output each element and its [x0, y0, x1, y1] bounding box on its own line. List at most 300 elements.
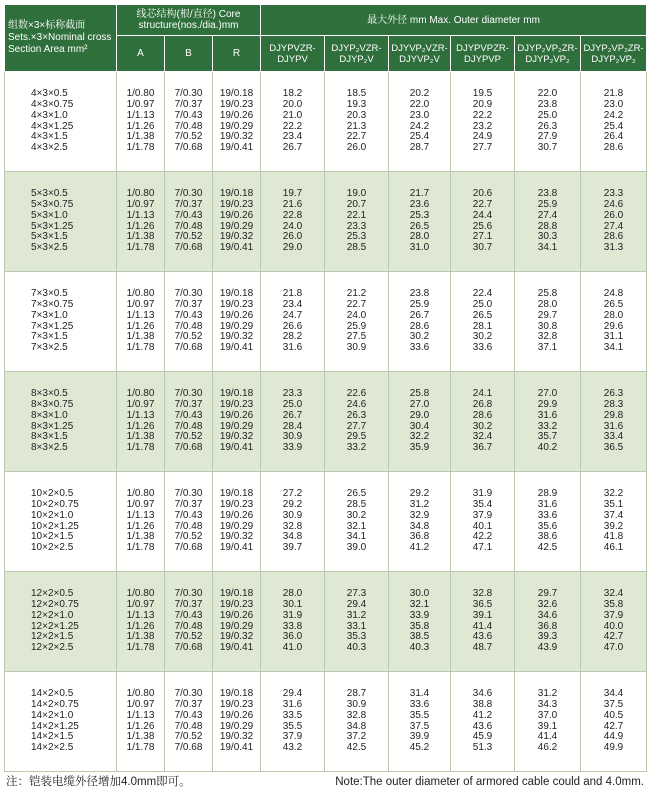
- cell-line: 14×2×2.5: [31, 741, 74, 753]
- cell-line: 22.7: [472, 199, 493, 211]
- cell-line: 23.0: [603, 99, 624, 111]
- cell-line: 20.0: [282, 99, 303, 111]
- outer-diameter-header: [261, 5, 647, 36]
- diameter-3-cell: [389, 572, 451, 672]
- cell-line: 25.9: [537, 199, 558, 211]
- cell-line: 24.0: [282, 220, 303, 232]
- cell-line: 33.1: [346, 620, 367, 632]
- cell-line: 7/0.37: [174, 399, 203, 411]
- cell-line: 33.6: [409, 699, 430, 711]
- cell-line: 34.6: [472, 688, 493, 700]
- cell-line: 30.4: [409, 420, 430, 432]
- core-a-cell: [117, 672, 165, 772]
- cell-line: 1/1.38: [126, 631, 155, 643]
- cell-line: 22.8: [282, 209, 303, 221]
- cell-line: 1/1.26: [126, 720, 155, 732]
- diameter-5-cell: [515, 572, 581, 672]
- cell-line: 8×3×2.5: [31, 441, 68, 453]
- cell-line: 45.2: [409, 741, 430, 753]
- table-header: [5, 5, 647, 72]
- cell-line: 47.1: [472, 541, 493, 553]
- cell-line: 36.7: [472, 441, 493, 453]
- cell-line: 24.7: [282, 309, 303, 321]
- cell-line: 22.2: [282, 120, 303, 132]
- cell-line: 26.0: [282, 231, 303, 243]
- cell-line: 27.3: [346, 588, 367, 600]
- cell-line: 7/0.43: [174, 409, 203, 421]
- cell-line: 42.5: [346, 741, 367, 753]
- cell-line: 7/0.30: [174, 588, 203, 600]
- cell-line: 30.3: [537, 231, 558, 243]
- cell-line: 37.9: [472, 509, 493, 521]
- cell-line: 24.1: [472, 388, 493, 400]
- cell-line: 28.0: [409, 231, 430, 243]
- cell-line: 35.9: [409, 441, 430, 453]
- cell-line: 8×3×0.5: [31, 388, 68, 400]
- cell-line: 19/0.23: [219, 699, 254, 711]
- cell-line: 7/0.52: [174, 431, 203, 443]
- cell-line: 7/0.68: [174, 241, 203, 253]
- cell-line: 19/0.41: [219, 641, 254, 653]
- cell-line: 4×3×1.25: [31, 120, 74, 132]
- cell-line: 27.1: [472, 231, 493, 243]
- cell-line: 7/0.48: [174, 620, 203, 632]
- cell-line: 28.1: [472, 320, 493, 332]
- cell-line: 1/1.78: [126, 741, 155, 753]
- cell-line: 43.2: [282, 741, 303, 753]
- cell-line: 36.5: [472, 599, 493, 611]
- cell-line: 20.3: [346, 109, 367, 121]
- cell-line: 26.3: [603, 388, 624, 400]
- cell-line: 28.5: [346, 499, 367, 511]
- cell-line: 7/0.37: [174, 699, 203, 711]
- cell-line: 7/0.43: [174, 609, 203, 621]
- cell-line: 20.2: [409, 88, 430, 100]
- cell-line: 35.4: [472, 499, 493, 511]
- spec-cell: [5, 572, 117, 672]
- cell-line: 1/0.80: [126, 388, 155, 400]
- cell-line: 1/1.13: [126, 709, 155, 721]
- cell-line: 21.8: [282, 288, 303, 300]
- cell-line: 32.9: [409, 509, 430, 521]
- cell-line: 21.3: [346, 120, 367, 132]
- cell-line: 26.5: [603, 299, 624, 311]
- cell-line: 26.6: [282, 320, 303, 332]
- cell-line: 19/0.32: [219, 531, 254, 543]
- cell-line: 29.0: [409, 409, 430, 421]
- cell-line: 7/0.68: [174, 441, 203, 453]
- cell-line: 14×2×0.75: [31, 699, 79, 711]
- cell-line: 24.8: [603, 288, 624, 300]
- spec-header-cn: 组数×3×标称截面: [8, 20, 86, 31]
- cell-line: 38.5: [409, 631, 430, 643]
- dia-col-4: DJYPVPZR-DJYPVP: [451, 36, 515, 72]
- table-row: [5, 572, 647, 672]
- cell-line: 24.2: [409, 120, 430, 132]
- cell-line: 43.6: [472, 720, 493, 732]
- cell-line: 5×3×1.5: [31, 231, 68, 243]
- cell-line: 22.0: [409, 99, 430, 111]
- cell-line: 7/0.52: [174, 631, 203, 643]
- dia-col-1: DJYPVZR-DJYPV: [261, 36, 325, 72]
- cell-line: 39.1: [472, 609, 493, 621]
- cell-line: 41.0: [282, 641, 303, 653]
- cell-line: 1/1.26: [126, 120, 155, 132]
- cell-line: 4×3×1.5: [31, 131, 68, 143]
- diameter-1-cell: [261, 472, 325, 572]
- dia-col-3: DJYVP₂VZR-DJYVP₂V: [389, 36, 451, 72]
- cell-line: 31.0: [409, 241, 430, 253]
- cell-line: 7/0.37: [174, 299, 203, 311]
- cell-line: 38.6: [537, 531, 558, 543]
- cell-line: 7/0.52: [174, 531, 203, 543]
- cell-line: 23.3: [282, 388, 303, 400]
- cell-line: 19/0.23: [219, 99, 254, 111]
- cell-line: 35.7: [537, 431, 558, 443]
- cell-line: 34.8: [282, 531, 303, 543]
- cell-line: 27.7: [472, 141, 493, 153]
- cell-line: 22.1: [346, 209, 367, 221]
- spec-column-header: [5, 5, 117, 72]
- diameter-header-en: Max. Outer diameter mm: [429, 14, 540, 26]
- cell-line: 33.4: [603, 431, 624, 443]
- cell-line: 28.0: [537, 299, 558, 311]
- core-b-cell: [165, 672, 213, 772]
- cell-line: 1/0.97: [126, 299, 155, 311]
- dia-col-2: DJYP₂VZR-DJYP₂V: [325, 36, 389, 72]
- cell-line: 1/0.80: [126, 188, 155, 200]
- cell-line: 35.8: [603, 599, 624, 611]
- cell-line: 29.4: [282, 688, 303, 700]
- diameter-1-cell: [261, 272, 325, 372]
- cell-line: 1/0.97: [126, 99, 155, 111]
- core-col-b: B: [165, 36, 213, 72]
- cell-line: 7/0.52: [174, 731, 203, 743]
- cell-line: 37.5: [409, 720, 430, 732]
- diameter-3-cell: [389, 172, 451, 272]
- cell-line: 20.9: [472, 99, 493, 111]
- cell-line: 7×3×0.75: [31, 299, 74, 311]
- core-structure-header: [117, 5, 261, 36]
- cell-line: 19/0.32: [219, 431, 254, 443]
- cell-line: 1/1.13: [126, 409, 155, 421]
- cell-line: 1/0.80: [126, 488, 155, 500]
- cell-line: 42.2: [472, 531, 493, 543]
- cell-line: 1/1.38: [126, 131, 155, 143]
- cell-line: 19/0.26: [219, 409, 254, 421]
- cell-line: 26.8: [472, 399, 493, 411]
- cell-line: 10×2×0.5: [31, 488, 74, 500]
- cell-line: 25.3: [346, 231, 367, 243]
- cell-line: 40.3: [346, 641, 367, 653]
- diameter-4-cell: [451, 372, 515, 472]
- diameter-2-cell: [325, 572, 389, 672]
- diameter-2-cell: [325, 172, 389, 272]
- cell-line: 19/0.18: [219, 388, 254, 400]
- cell-line: 26.5: [472, 309, 493, 321]
- cell-line: 33.9: [409, 609, 430, 621]
- diameter-6-cell: [581, 672, 647, 772]
- cell-line: 29.6: [603, 320, 624, 332]
- cell-line: 10×2×2.5: [31, 541, 74, 553]
- core-r-cell: [213, 72, 261, 172]
- cell-line: 24.0: [346, 309, 367, 321]
- core-b-cell: [165, 72, 213, 172]
- cell-line: 1/0.80: [126, 588, 155, 600]
- cell-line: 35.3: [346, 631, 367, 643]
- cell-line: 28.8: [537, 220, 558, 232]
- cell-line: 25.8: [409, 388, 430, 400]
- core-r-cell: [213, 172, 261, 272]
- cell-line: 29.2: [409, 488, 430, 500]
- diameter-1-cell: [261, 372, 325, 472]
- cell-line: 19/0.23: [219, 199, 254, 211]
- cell-line: 1/1.78: [126, 341, 155, 353]
- core-b-cell: [165, 472, 213, 572]
- cell-line: 21.8: [603, 88, 624, 100]
- cell-line: 26.3: [346, 409, 367, 421]
- cell-line: 8×3×1.0: [31, 409, 68, 421]
- cell-line: 30.8: [537, 320, 558, 332]
- cell-line: 30.0: [409, 588, 430, 600]
- cell-line: 28.0: [282, 588, 303, 600]
- cell-line: 1/0.80: [126, 688, 155, 700]
- cell-line: 41.2: [409, 541, 430, 553]
- cell-line: 1/1.13: [126, 109, 155, 121]
- cell-line: 32.1: [409, 599, 430, 611]
- cell-line: 43.6: [472, 631, 493, 643]
- cell-line: 35.1: [603, 499, 624, 511]
- table-row: [5, 172, 647, 272]
- cell-line: 1/1.78: [126, 141, 155, 153]
- cell-line: 32.1: [346, 520, 367, 532]
- cell-line: 23.0: [409, 109, 430, 121]
- cell-line: 32.8: [472, 588, 493, 600]
- cell-line: 31.6: [537, 409, 558, 421]
- cell-line: 14×2×1.5: [31, 731, 74, 743]
- diameter-2-cell: [325, 472, 389, 572]
- cell-line: 37.0: [537, 709, 558, 721]
- diameter-5-cell: [515, 272, 581, 372]
- cell-line: 7×3×1.5: [31, 331, 68, 343]
- cell-line: 21.2: [346, 288, 367, 300]
- cell-line: 19/0.23: [219, 399, 254, 411]
- cell-line: 5×3×0.75: [31, 199, 74, 211]
- cell-line: 35.6: [537, 520, 558, 532]
- cell-line: 32.4: [472, 431, 493, 443]
- core-r-cell: [213, 472, 261, 572]
- cell-line: 7/0.30: [174, 388, 203, 400]
- cell-line: 7/0.30: [174, 188, 203, 200]
- cell-line: 31.1: [603, 331, 624, 343]
- diameter-2-cell: [325, 272, 389, 372]
- cell-line: 22.4: [472, 288, 493, 300]
- cell-line: 19/0.18: [219, 588, 254, 600]
- cell-line: 1/1.26: [126, 420, 155, 432]
- cell-line: 1/1.26: [126, 520, 155, 532]
- diameter-5-cell: [515, 672, 581, 772]
- cell-line: 31.6: [603, 420, 624, 432]
- cell-line: 21.0: [282, 109, 303, 121]
- cell-line: 39.7: [282, 541, 303, 553]
- cell-line: 30.7: [472, 241, 493, 253]
- diameter-header-cn: 最大外径 mm: [367, 14, 427, 26]
- cell-line: 19/0.29: [219, 720, 254, 732]
- cell-line: 40.3: [409, 641, 430, 653]
- diameter-3-cell: [389, 372, 451, 472]
- core-header-en: Core structure(nos./dia.)mm: [138, 9, 241, 31]
- cell-line: 7/0.30: [174, 488, 203, 500]
- cell-line: 46.1: [603, 541, 624, 553]
- core-col-r: R: [213, 36, 261, 72]
- cell-line: 19/0.41: [219, 741, 254, 753]
- cell-line: 19/0.32: [219, 731, 254, 743]
- spec-cell: [5, 372, 117, 472]
- cell-line: 30.2: [472, 331, 493, 343]
- cell-line: 19/0.29: [219, 120, 254, 132]
- cell-line: 19/0.23: [219, 299, 254, 311]
- cell-line: 44.9: [603, 731, 624, 743]
- cell-line: 37.4: [603, 509, 624, 521]
- cell-line: 7/0.48: [174, 120, 203, 132]
- cell-line: 7/0.30: [174, 288, 203, 300]
- cell-line: 1/1.26: [126, 320, 155, 332]
- cell-line: 31.9: [472, 488, 493, 500]
- cell-line: 40.2: [537, 441, 558, 453]
- cell-line: 19.7: [282, 188, 303, 200]
- cell-line: 23.8: [537, 188, 558, 200]
- cell-line: 25.4: [603, 120, 624, 132]
- cell-line: 30.9: [346, 341, 367, 353]
- cell-line: 31.2: [537, 688, 558, 700]
- cell-line: 36.8: [409, 531, 430, 543]
- cell-line: 31.4: [409, 688, 430, 700]
- core-a-cell: [117, 572, 165, 672]
- cell-line: 7/0.52: [174, 231, 203, 243]
- note-chinese: 注：铠装电缆外径增加4.0mm即可。: [6, 776, 191, 788]
- cell-line: 34.1: [346, 531, 367, 543]
- cell-line: 33.6: [537, 509, 558, 521]
- cell-line: 46.2: [537, 741, 558, 753]
- cell-line: 25.0: [282, 399, 303, 411]
- cell-line: 22.2: [472, 109, 493, 121]
- cell-line: 19.0: [346, 188, 367, 200]
- core-b-cell: [165, 572, 213, 672]
- cell-line: 28.7: [346, 688, 367, 700]
- cell-line: 19/0.32: [219, 231, 254, 243]
- diameter-3-cell: [389, 72, 451, 172]
- cell-line: 33.6: [472, 341, 493, 353]
- diameter-1-cell: [261, 72, 325, 172]
- cell-line: 29.7: [537, 309, 558, 321]
- cell-line: 41.4: [472, 620, 493, 632]
- cell-line: 25.8: [537, 288, 558, 300]
- cell-line: 19/0.29: [219, 320, 254, 332]
- cell-line: 1/1.26: [126, 620, 155, 632]
- table-row: [5, 72, 647, 172]
- cell-line: 1/0.97: [126, 199, 155, 211]
- cell-line: 31.6: [282, 341, 303, 353]
- cell-line: 27.5: [346, 331, 367, 343]
- table-row: [5, 272, 647, 372]
- cell-line: 26.7: [282, 141, 303, 153]
- cell-line: 19/0.41: [219, 341, 254, 353]
- cell-line: 12×2×1.25: [31, 620, 79, 632]
- diameter-2-cell: [325, 372, 389, 472]
- cell-line: 38.8: [472, 699, 493, 711]
- cell-line: 32.8: [282, 520, 303, 532]
- cell-line: 19/0.26: [219, 609, 254, 621]
- diameter-3-cell: [389, 472, 451, 572]
- cell-line: 7/0.68: [174, 141, 203, 153]
- cell-line: 28.6: [472, 409, 493, 421]
- cell-line: 4×3×2.5: [31, 141, 68, 153]
- cell-line: 34.8: [346, 720, 367, 732]
- cell-line: 26.0: [346, 141, 367, 153]
- cell-line: 7/0.48: [174, 720, 203, 732]
- cell-line: 12×2×0.75: [31, 599, 79, 611]
- cable-spec-table: [4, 4, 647, 772]
- cell-line: 30.2: [409, 331, 430, 343]
- cell-line: 12×2×1.5: [31, 631, 74, 643]
- cell-line: 30.7: [537, 141, 558, 153]
- cell-line: 40.1: [472, 520, 493, 532]
- core-header-cn: 线芯结构(根/直径): [136, 9, 216, 20]
- cell-line: 12×2×0.5: [31, 588, 74, 600]
- cell-line: 8×3×0.75: [31, 399, 74, 411]
- cell-line: 25.9: [409, 299, 430, 311]
- cell-line: 1/1.13: [126, 509, 155, 521]
- cell-line: 29.7: [537, 588, 558, 600]
- cell-line: 7/0.43: [174, 709, 203, 721]
- cell-line: 7/0.30: [174, 88, 203, 100]
- cell-line: 14×2×1.25: [31, 720, 79, 732]
- cell-line: 27.0: [409, 399, 430, 411]
- cell-line: 39.2: [603, 520, 624, 532]
- cell-line: 30.2: [346, 509, 367, 521]
- diameter-6-cell: [581, 472, 647, 572]
- cell-line: 19.5: [472, 88, 493, 100]
- spec-cell: [5, 172, 117, 272]
- cell-line: 23.4: [282, 131, 303, 143]
- cell-line: 29.8: [603, 409, 624, 421]
- cell-line: 19/0.26: [219, 109, 254, 121]
- cell-line: 42.7: [603, 720, 624, 732]
- cell-line: 28.6: [409, 320, 430, 332]
- diameter-5-cell: [515, 472, 581, 572]
- cell-line: 26.3: [537, 120, 558, 132]
- cell-line: 1/1.38: [126, 531, 155, 543]
- cell-line: 30.9: [282, 509, 303, 521]
- cell-line: 12×2×2.5: [31, 641, 74, 653]
- cell-line: 33.2: [537, 420, 558, 432]
- cell-line: 40.0: [603, 620, 624, 632]
- cell-line: 19/0.18: [219, 188, 254, 200]
- diameter-4-cell: [451, 72, 515, 172]
- cell-line: 43.9: [537, 641, 558, 653]
- cell-line: 39.9: [409, 731, 430, 743]
- cell-line: 7/0.68: [174, 341, 203, 353]
- cell-line: 34.1: [537, 241, 558, 253]
- cell-line: 7/0.68: [174, 641, 203, 653]
- cell-line: 1/1.38: [126, 331, 155, 343]
- cell-line: 35.5: [409, 709, 430, 721]
- cell-line: 22.7: [346, 299, 367, 311]
- table-row: [5, 472, 647, 572]
- cell-line: 7×3×2.5: [31, 341, 68, 353]
- diameter-6-cell: [581, 372, 647, 472]
- diameter-5-cell: [515, 372, 581, 472]
